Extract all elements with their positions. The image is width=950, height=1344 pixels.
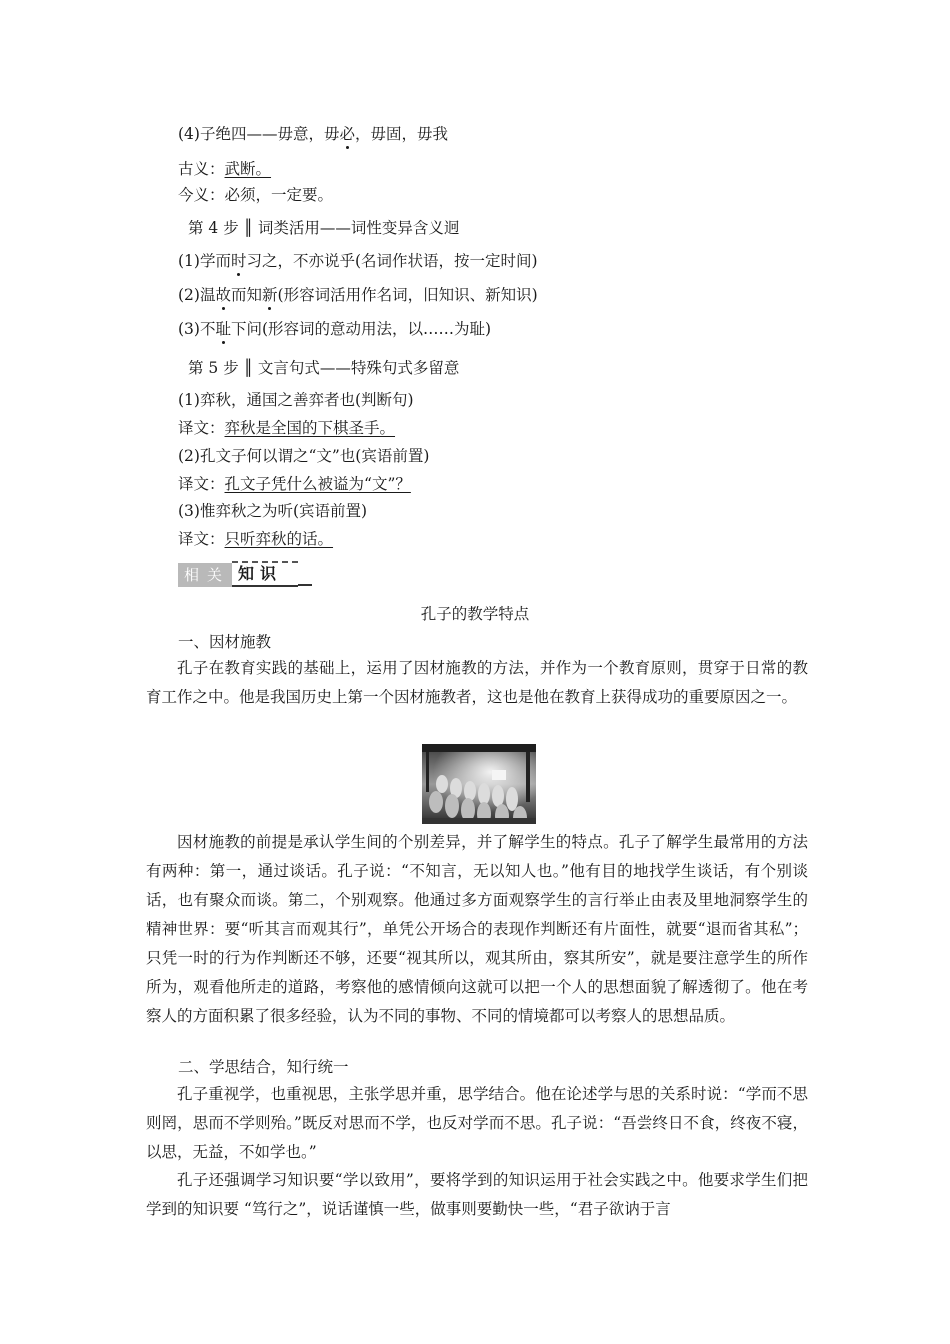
step4-item-1-suffix: 习之，不亦说乎(名词作状语，按一定时间) — [246, 252, 538, 270]
step5-sentence-2: (2)孔文子何以谓之“文”也(宾语前置) — [178, 447, 430, 465]
step4-item-3-suffix: 下问(形容词的意动用法，以……为耻) — [230, 320, 492, 338]
dotted-char: 新 — [262, 286, 278, 304]
step4-item-1 — [178, 251, 538, 271]
step4-item-3 — [178, 319, 491, 339]
translation-label: 译文： — [178, 530, 225, 548]
step4-item-2-suffix: (形容词活用作名词，旧知识、新知识) — [277, 286, 538, 304]
paragraph-4: 孔子还强调学习知识要“学以致用”，要将学到的知识运用于社会实践之中。他要求学生们把学到的知识要 “笃行之”，说话谨慎一些，做事则要勤快一些，“君子欲讷于言 — [146, 1171, 808, 1218]
dotted-char: 故 — [215, 286, 231, 304]
vocab-item-4-prefix: (4)子绝四——毋意，毋 — [178, 125, 340, 143]
dotted-char: 时 — [230, 252, 247, 270]
banner-gray-label: 相关 — [178, 563, 232, 587]
section-heading-1: 一、因材施教 — [178, 633, 272, 651]
banner-box-label: 知识 — [232, 561, 298, 587]
paragraph-3: 孔子重视学，也重视思，主张学思并重，思学结合。他在论述学与思的关系时说：“学而不思则罔，思而不学则殆。”既反对思而不学，也反对学而不思。孔子说：“吾尝终日不食，终夜不寝，以思，无益，不如学也。” — [146, 1085, 808, 1161]
step5-sentence-1: (1)弈秋，通国之善弈者也(判断句) — [178, 391, 414, 409]
step5-title: 第 5 步 ║ 文言句式——特殊句式多留意 — [188, 359, 460, 377]
jin-meaning: 今义：必须，一定要。 — [178, 186, 334, 204]
step4-item-2-prefix: (2)温 — [178, 286, 216, 304]
translation-label: 译文： — [178, 419, 225, 437]
step5-sentence-3: (3)惟弈秋之为听(宾语前置) — [178, 502, 368, 520]
dotted-char: 必 — [339, 125, 355, 143]
step5-translation-2 — [178, 474, 411, 494]
vocab-item-4 — [178, 124, 448, 144]
step4-item-2-mid: 而知 — [230, 286, 262, 304]
step4-item-2 — [178, 285, 538, 305]
article-title: 孔子的教学特点 — [420, 605, 530, 623]
step4-item-1-prefix: (1)学而 — [178, 252, 231, 270]
translation-value: 只听弈秋的话。 — [224, 530, 334, 548]
paragraph-1: 孔子在教育实践的基础上，运用了因材施教的方法，并作为一个教育原则，贯穿于日常的教育工作之中。他是我国历史上第一个因材施教者，这也是他在教育上获得成功的重要原因之一。 — [146, 659, 808, 706]
section-heading-2: 二、学思结合，知行统一 — [178, 1058, 349, 1076]
paragraph-2: 因材施教的前提是承认学生间的个别差异，并了解学生的特点。孔子了解学生最常用的方法有两种：第一，通过谈话。孔子说：“不知言，无以知人也。”他有目的地找学生谈话，有个别谈话，也有聚众而谈。第二，个别观察。他通过多方面观察学生的言行举止由表及里地洞察学生的精神世界：要“听其言而观其行”，单凭公开场合的表现作判断还有片面性，就要“退而省其私”；只凭一时的行为作判断还不够，还要“视其所以，观其所由，察其所安”，就是要注意学生的所作所为，观看他所走的道路，考察他的感情倾向这就可以把一个人的思想面貌了解透彻了。他在考察人的方面积累了很多经验，认为不同的事物、不同的情境都可以考察人的思想品质。 — [146, 833, 808, 1025]
step4-item-3-prefix: (3)不 — [178, 320, 216, 338]
translation-value: 弈秋是全国的下棋圣手。 — [224, 419, 396, 437]
vocab-item-4-suffix: ，毋固，毋我 — [354, 125, 448, 143]
gu-value: 武断。 — [224, 160, 272, 178]
gu-label: 古义： — [178, 160, 225, 178]
translation-value: 孔文子凭什么被谥为“文”？ — [224, 475, 411, 493]
banner-underline — [298, 584, 312, 586]
step4-title: 第 4 步 ║ 词类活用——词性变异含义迥 — [188, 219, 460, 237]
related-knowledge-banner — [178, 561, 312, 587]
classroom-photo-illustration — [422, 744, 536, 824]
classroom-photo — [422, 744, 536, 824]
gu-meaning — [178, 159, 271, 179]
step5-translation-3 — [178, 529, 333, 549]
step5-translation-1 — [178, 418, 395, 438]
translation-label: 译文： — [178, 475, 225, 493]
dotted-char: 耻 — [215, 320, 231, 338]
